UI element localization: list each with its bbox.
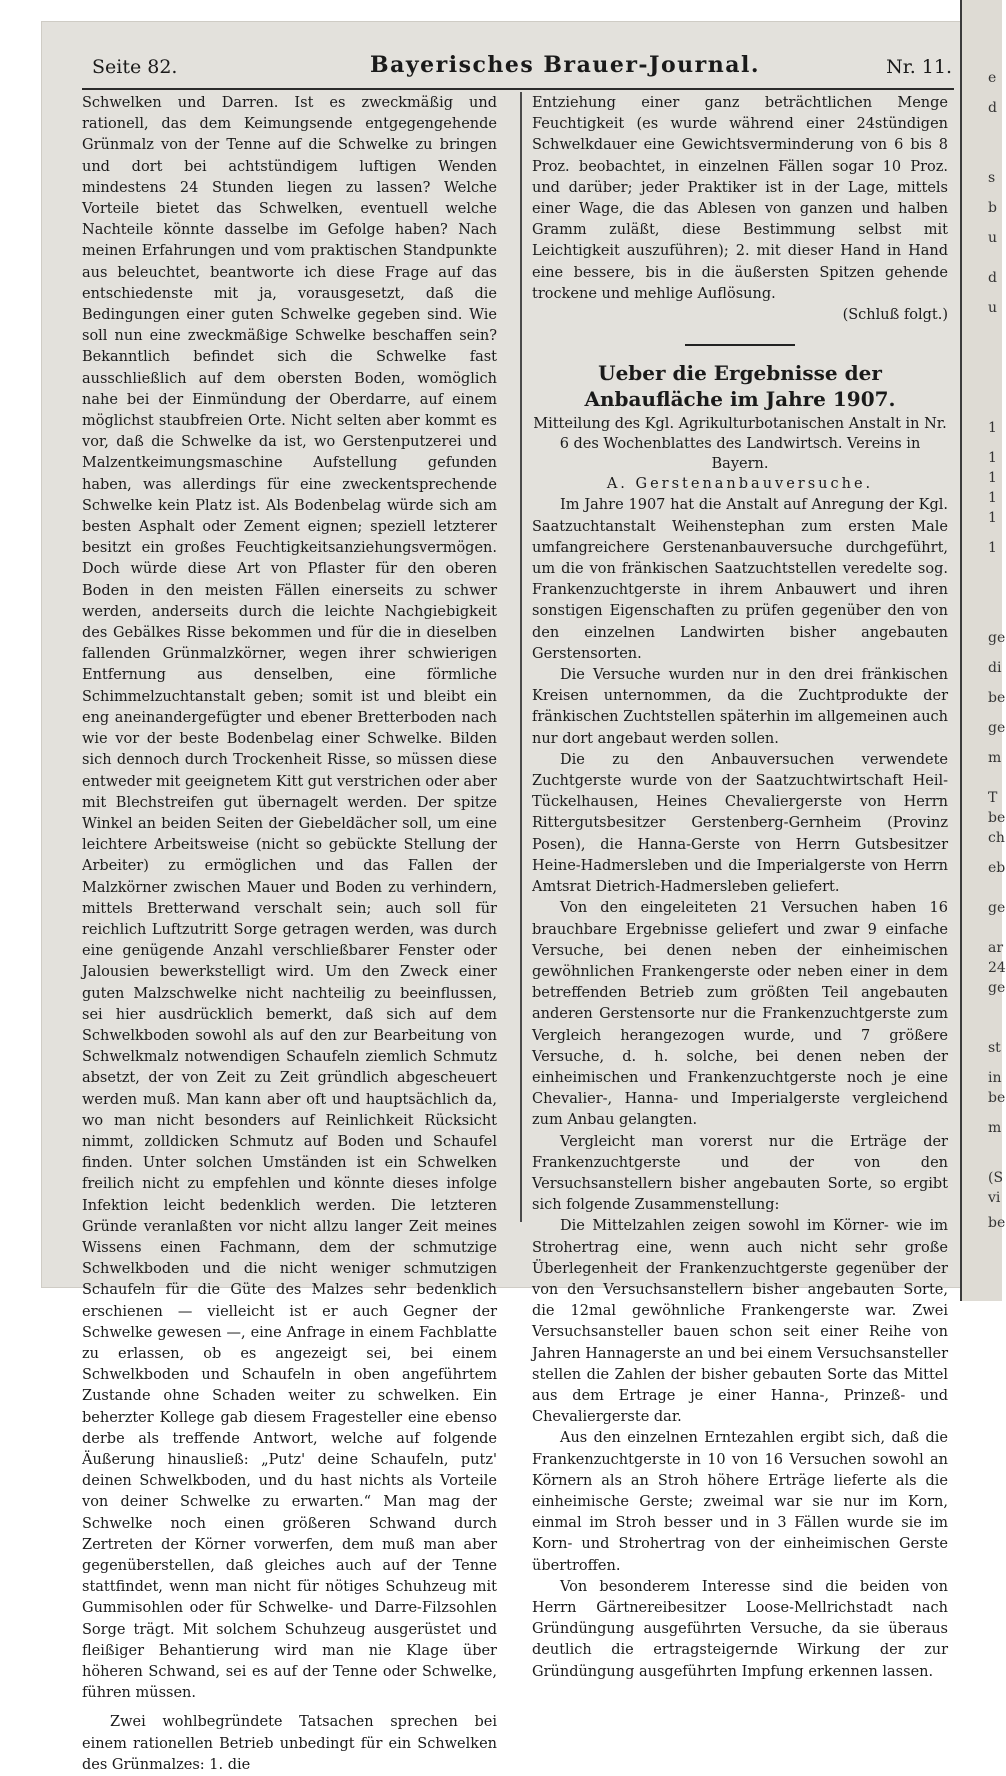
adjacent-page-edge [960, 0, 1006, 1301]
edge-fragment: ar [988, 940, 1004, 956]
edge-fragment: di [988, 660, 1002, 676]
edge-fragment: be [988, 810, 1006, 826]
edge-fragment: ge [988, 720, 1006, 736]
edge-fragment: ge [988, 900, 1006, 916]
edge-fragment: vi [988, 1190, 1001, 1206]
edge-fragment: 1 [988, 450, 997, 466]
paragraph: Die zu den Anbauversuchen verwendete Zuchtgerste wurde von der Saatzuchtwirtschaft Heil-Tückelhausen, Heines Chevaliergerste von Herrn Rittergutsbesitzer Gerstenberg-Gernheim (Provinz Posen), die Hanna-Gerste von Herrn Gutsbesitzer Heine-Hadmersleben und die Imperialgerste von Herrn Amtsrat Dietrich-Hadmersleben geliefert. [532, 751, 948, 896]
edge-fragment: be [988, 690, 1006, 706]
continuation-note: (Schluß folgt.) [842, 307, 948, 324]
edge-fragment: u [988, 230, 998, 246]
article-title: Ueber die Ergebnisse der Anbaufläche im Jahre 1907. [584, 361, 896, 412]
edge-fragment: m [988, 1120, 1002, 1136]
edge-fragment: m [988, 750, 1002, 766]
right-column [532, 93, 948, 1683]
section-heading: A. Gerstenanbauversuche. [606, 476, 874, 493]
paragraph: Von den eingeleiteten 21 Versuchen haben 16 brauchbare Ergebnisse geliefert und zwar 9 einfache Versuche, bei denen neben der einheimischen gewöhnlichen Frankengerste oder neben einer in dem betreffenden Betrieb zum größten Teil angebauten anderen Gerstensorte nur die Frankenzuchtgerste zum Vergleich herangezogen wurde, und 7 größere Versuche, d. h. solche, bei denen neben der einheimischen und Frankenzuchtgerste noch je eine Chevalier-, Hanna- und Imperialgerste vergleichend zum Anbau gelangten. [532, 900, 948, 1129]
page-header [92, 52, 952, 86]
paragraph: Aus den einzelnen Erntezahlen ergibt sich, daß die Frankenzuchtgerste in 10 von 16 Versuchen sowohl an Körnern als an Stroh höhere Erträge lieferte als die einheimische Gerste; zweimal war sie nur im Korn, einmal im Stroh besser und in 3 Fällen wurde sie im Korn- und Strohertrag von der einheimischen Gerste übertroffen. [532, 1430, 948, 1574]
paragraph: Von besonderem Interesse sind die beiden von Herrn Gärtnereibesitzer Loose-Mellrichstadt nach Gründüngung ausgeführten Versuche, da sie überaus deutlich die ertragsteigernde Wirkung der zur Gründüngung ausgeführten Impfung erkennen lassen. [532, 1578, 948, 1680]
paragraph: Zwei wohlbegründete Tatsachen sprechen bei einem rationellen Betrieb unbedingt für ein Schwelken des Grünmalzes: 1. die [82, 1714, 497, 1773]
edge-fragment: 1 [988, 420, 997, 436]
edge-fragment: eb [988, 860, 1006, 876]
edge-fragment: 1 [988, 540, 997, 556]
edge-fragment: ge [988, 630, 1006, 646]
paragraph: Vergleicht man vorerst nur die Erträge der Frankenzuchtgerste und der von den Versuchsanstellern bisher angebauten Sorte, so ergibt sich folgende Zusammenstellung: [532, 1133, 948, 1214]
edge-fragment: (S [988, 1170, 1004, 1186]
article-subtitle: Mitteilung des Kgl. Agrikulturbotanischen Anstalt in Nr. 6 des Wochenblattes des Landwirtsch. Vereins in Bayern. [533, 416, 947, 473]
edge-fragment: u [988, 300, 998, 316]
edge-fragment: 1 [988, 490, 997, 506]
column-divider [520, 92, 522, 1222]
edge-fragment: in [988, 1070, 1002, 1086]
edge-fragment: be [988, 1090, 1006, 1106]
edge-fragment: d [988, 270, 997, 286]
edge-fragment: b [988, 200, 997, 216]
journal-title: Bayerisches Brauer-Journal. [370, 52, 760, 78]
paragraph: Die Mittelzahlen zeigen sowohl im Körner- wie im Strohertrag eine, wenn auch nicht sehr große Überlegenheit der Frankenzuchtgerste gegenüber der von den Versuchsanstellern bisher angebauten Sorte, die 12mal gewöhnliche Frankengerste war. Zwei Versuchsansteller bauen schon seit einer Reihe von Jahren Hannagerste an und bei einem Versuchsansteller stellen die Zahlen der bisher gebauten Sorte das Mittel aus dem Ertrage je einer Hanna-, Prinzeß- und Chevaliergerste dar. [532, 1218, 948, 1426]
edge-fragment: d [988, 100, 997, 116]
header-rule [82, 88, 954, 90]
paragraph: Die Versuche wurden nur in den drei fränkischen Kreisen unternommen, da die Zuchtprodukte der fränkischen Zuchtstellen späterhin im allgemeinen auch nur dort angebaut werden sollen. [532, 667, 948, 747]
separator-rule [685, 344, 795, 346]
edge-fragment: ch [988, 830, 1005, 846]
paragraph: Entziehung einer ganz beträchtlichen Menge Feuchtigkeit (es wurde während einer 24stündigen Schwelkdauer eine Gewichtsverminderung von 6 bis 8 Proz. beobachtet, in einzelnen Fällen sogar 10 Proz. und darüber; jeder Praktiker ist in der Lage, mittels einer Wage, die das Ablesen von ganzen und halben Gramm zuläßt, diese Bestimmung selbst mit Leichtigkeit auszuführen); 2. mit dieser Hand in Hand eine bessere, bis in die äußersten Spitzen gehende trockene und mehlige Auflösung. [532, 95, 948, 302]
paragraph: Im Jahre 1907 hat die Anstalt auf Anregung der Kgl. Saatzuchtanstalt Weihenstephan zum ersten Male umfangreichere Gerstenanbauversuche durchgeführt, um die von fränkischen Saatzuchtstellen veredelte sog. Frankenzuchtgerste in ihrem Anbauwert und ihren sonstigen Eigenschaften zu prüfen gegenüber den von den einzelnen Landwirten bisher angebauten Gerstensorten. [532, 497, 948, 662]
page-number: Seite 82. [92, 56, 178, 78]
edge-fragment: e [988, 70, 997, 86]
paragraph-gap [82, 1704, 497, 1712]
edge-fragment: 24 [988, 960, 1006, 976]
edge-fragment: 1 [988, 470, 997, 486]
edge-fragment: st [988, 1040, 1001, 1056]
edge-fragment: 1 [988, 510, 997, 526]
edge-fragment: ge [988, 980, 1006, 996]
issue-number: Nr. 11. [886, 56, 952, 78]
left-column [82, 93, 497, 1776]
edge-fragment: be [988, 1215, 1006, 1231]
edge-fragment: s [988, 170, 996, 186]
paragraph: Schwelken und Darren. Ist es zweckmäßig und rationell, das dem Keimungsende entgegengehende Grünmalz von der Tenne auf die Schwelke zu bringen und dort bei achtstündigem luftigen Wenden mindestens 24 Stunden liegen zu lassen? Welche Vorteile bietet das Schwelken, eventuell welche Nachteile könnte dasselbe im Gefolge haben? Nach meinen Erfahrungen und vom praktischen Standpunkte aus beleuchtet, beantworte ich diese Frage auf das entschiedenste mit ja, vorausgesetzt, daß die Bedingungen einer guten Schwelke gegeben sind. Wie soll nun eine zweckmäßige Schwelke beschaffen sein? Bekanntlich befindet sich die Schwelke fast ausschließlich auf dem obersten Boden, womöglich nahe bei der Einmündung der Oberdarre, auf einem möglichst staubfreien Orte. Nicht selten aber kommt es vor, daß die Schwelke da ist, wo Gerstenputzerei und Malzentkeimungsmaschine Aufstellung gefunden haben, was allerdings für eine zweckentsprechende Schwelke kein Platz ist. Als Bodenbelag würde sich am besten Asphalt oder Zement eignen; speziell letzterer besitzt ein großes Feuchtigkeitsanziehungsvermögen. Doch würde diese Art von Pflaster für den oberen Boden in den meisten Fällen einerseits zu schwer werden, anderseits durch die leichte Nachgiebigkeit des Gebälkes Risse bekommen und für die in dieselben fallenden Grünmalzkörner, wegen ihrer schwierigen Entfernung aus denselben, eine förmliche Schimmelzuchtanstalt geben; somit ist und bleibt ein eng aneinandergefügter und ebener Bretterboden nach wie vor der beste Bodenbelag einer Schwelke. Bilden sich dennoch durch Trockenheit Risse, so müssen diese entweder mit geeignetem Kitt gut verstrichen oder aber mit Blechstreifen gut übernagelt werden. Der spitze Winkel an beiden Seiten der Giebeldächer soll, um eine leichtere Arbeitsweise (nicht so gebückte Stellung der Arbeiter) zu ermöglichen und das Fallen der Malzkörner zwischen Mauer und Boden zu verhindern, mittels Bretterwand verschalt sein; auch soll für reichlich Luftzutritt Sorge getragen werden, was durch eine genügende Anzahl verschließbarer Fenster oder Jalousien bewerkstelligt wird. Um den Zweck einer guten Malzschwelke nicht nachteilig zu beeinflussen, sei hier ausdrücklich bemerkt, daß sich auf dem Schwelkboden sowohl als auf den zur Bearbeitung von Schwelkmalz notwendigen Schaufeln ziemlich Schmutz absetzt, der von Zeit zu Zeit gründlich abgescheuert werden muß. Man kann aber oft und hauptsächlich da, wo man nicht besonders auf Reinlichkeit Rücksicht nimmt, zolldicken Schmutz auf Boden und Schaufel finden. Unter solchen Umständen ist ein Schwelken freilich nicht zu empfehlen und könnte dieses infolge Infektion leicht bedenklich werden. Die letzteren Gründe veranlaßten vor nicht allzu langer Zeit meines Wissens einen Fachmann, dem der schmutzige Schwelkboden und die nicht weniger schmutzigen Schaufeln für die Güte des Malzes sehr bedenklich erschienen — vielleicht ist er auch Gegner der Schwelke gewesen —, eine Anfrage in einem Fachblatte zu erlassen, ob es angezeigt sei, bei einem Schwelkboden und Schaufeln in oben angeführtem Zustande ohne Schaden weiter zu schwelken. Ein beherzter Kollege gab diesem Fragesteller eine ebenso derbe als treffende Antwort, welche auf folgende Äußerung hinausließ: „Putz' deine Schaufeln, putz' deinen Schwelkboden, und du hast nichts als Vorteile von deiner Schwelke zu erwarten.“ Man mag der Schwelke noch einen größeren Schwand durch Zertreten der Körner vorwerfen, dem muß man aber gegenüberstellen, daß gleiches auch auf der Tenne stattfindet, wenn man nicht für nötiges Schuhzeug mit Gummisohlen oder für Schwelke- und Darre-Filzsohlen Sorge trägt. Mit solchem Schuhzeug ausgerüstet und fleißiger Behantierung wird man nie Klage über höheren Schwand, sei es auf der Tenne oder Schwelke, führen müssen. [82, 95, 497, 1702]
edge-fragment: T [988, 790, 998, 806]
